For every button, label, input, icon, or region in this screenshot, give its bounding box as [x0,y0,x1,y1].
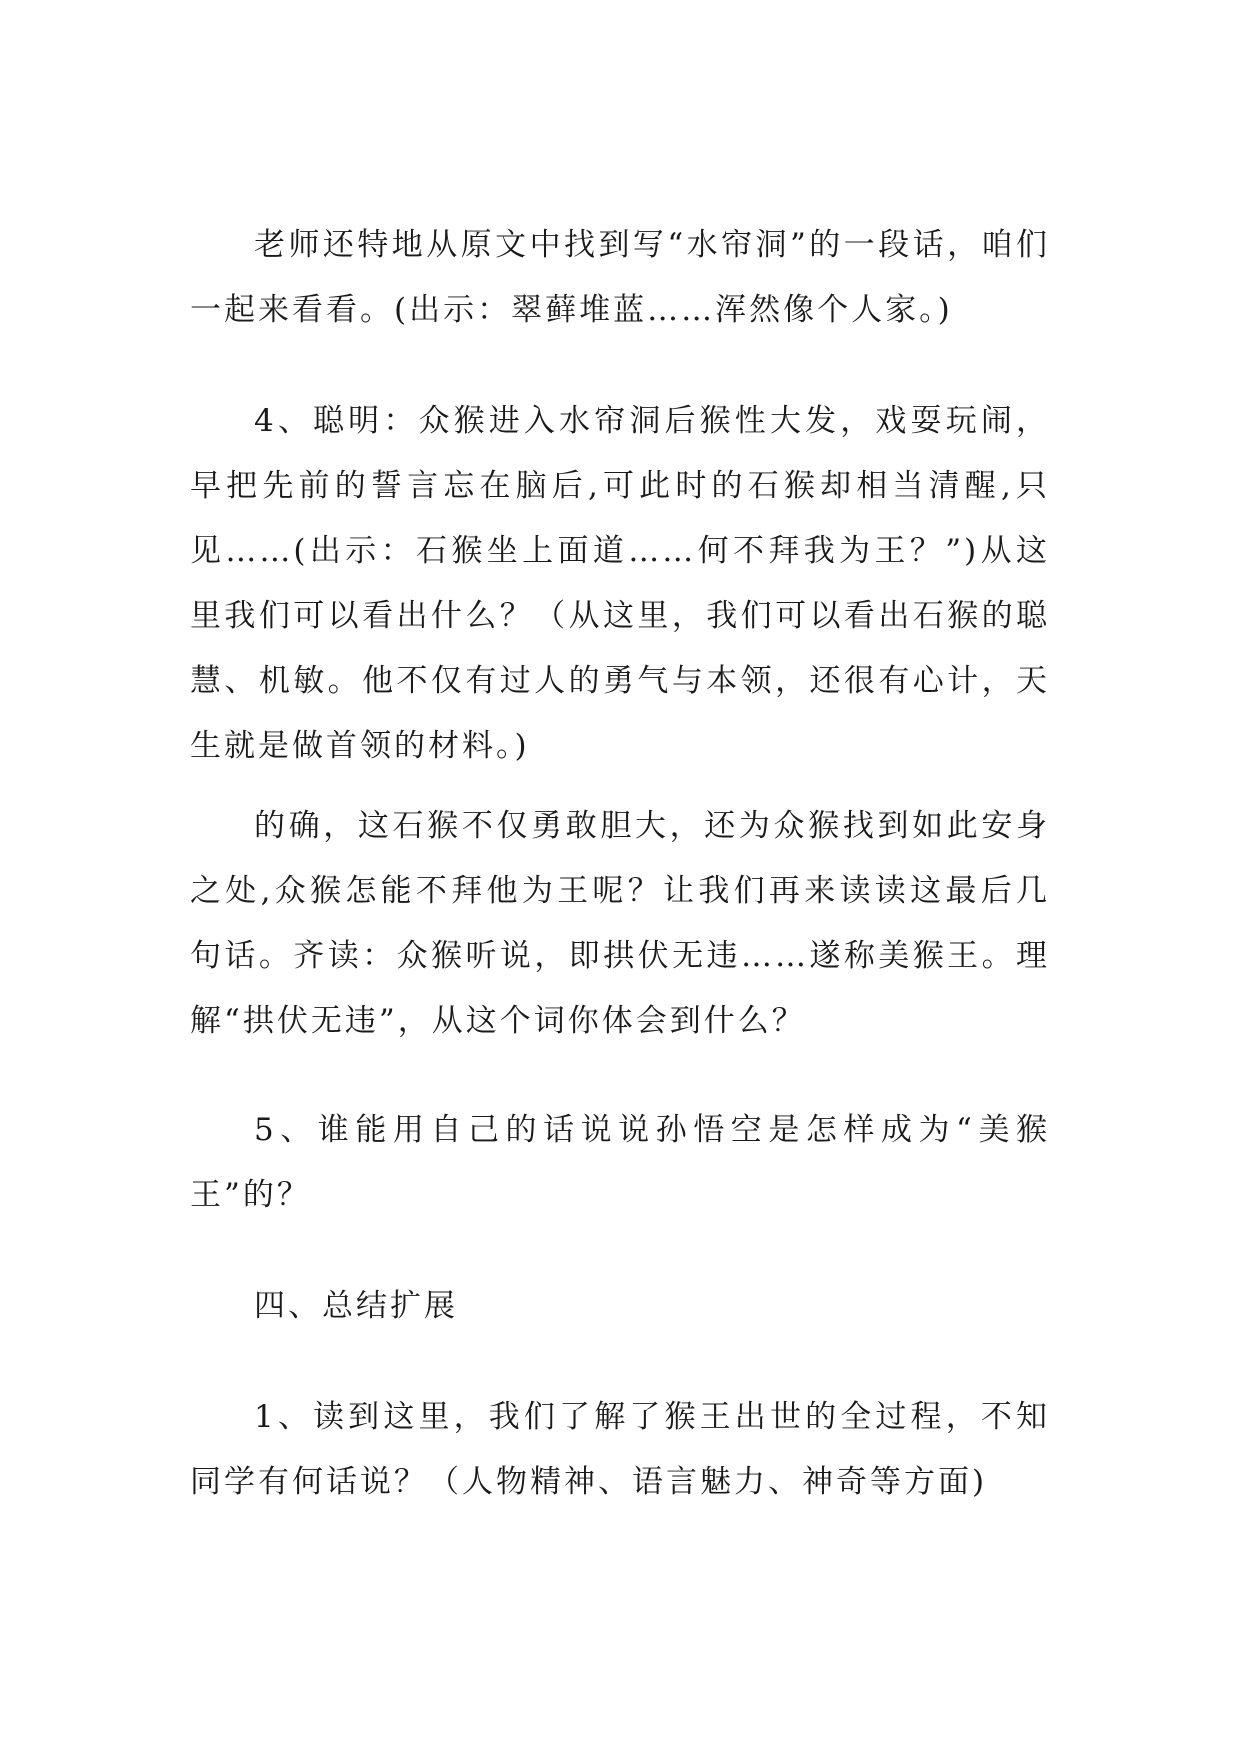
paragraph-text: 的确，这石猴不仅勇敢胆大，还为众猴找到如此安身之处,众猴怎能不拜他为王呢？让我们再来读读这最后几句话。齐读：众猴听说，即拱伏无违……遂称美猴王。理解“拱伏无违”，从这个词你体会到什么？ [190,808,1050,1039]
paragraph-text: 4、聪明：众猴进入水帘洞后猴性大发，戏耍玩闹，早把先前的誓言忘在脑后,可此时的石猴却相当清醒,只见……(出示：石猴坐上面道……何不拜我为王？”)从这里我们可以看出什么？（从这里，我们可以看出石猴的聪慧、机敏。他不仅有过人的勇气与本领，还很有心计，天生就是做首领的材料。) [190,403,1050,764]
section-heading-text: 四、总结扩展 [254,1288,458,1324]
paragraph-text: 1、读到这里，我们了解了猴王出世的全过程，不知同学有何话说？（人物精神、语言魅力、神奇等方面) [190,1399,1050,1500]
paragraph-water-curtain-cave [190,213,1050,343]
paragraph-text: 老师还特地从原文中找到写“水帘洞”的一段话，咱们一起来看看。(出示：翠藓堆蓝……浑然像个人家。) [190,227,1050,328]
paragraph-indeed [190,794,1050,1054]
paragraph-summary-1 [190,1385,1050,1515]
section-heading-summary [190,1274,1050,1339]
paragraph-cleverness [190,389,1050,779]
paragraph-text: 5、谁能用自己的话说说孙悟空是怎样成为“美猴王”的？ [190,1112,1050,1213]
paragraph-question-5 [190,1098,1050,1228]
